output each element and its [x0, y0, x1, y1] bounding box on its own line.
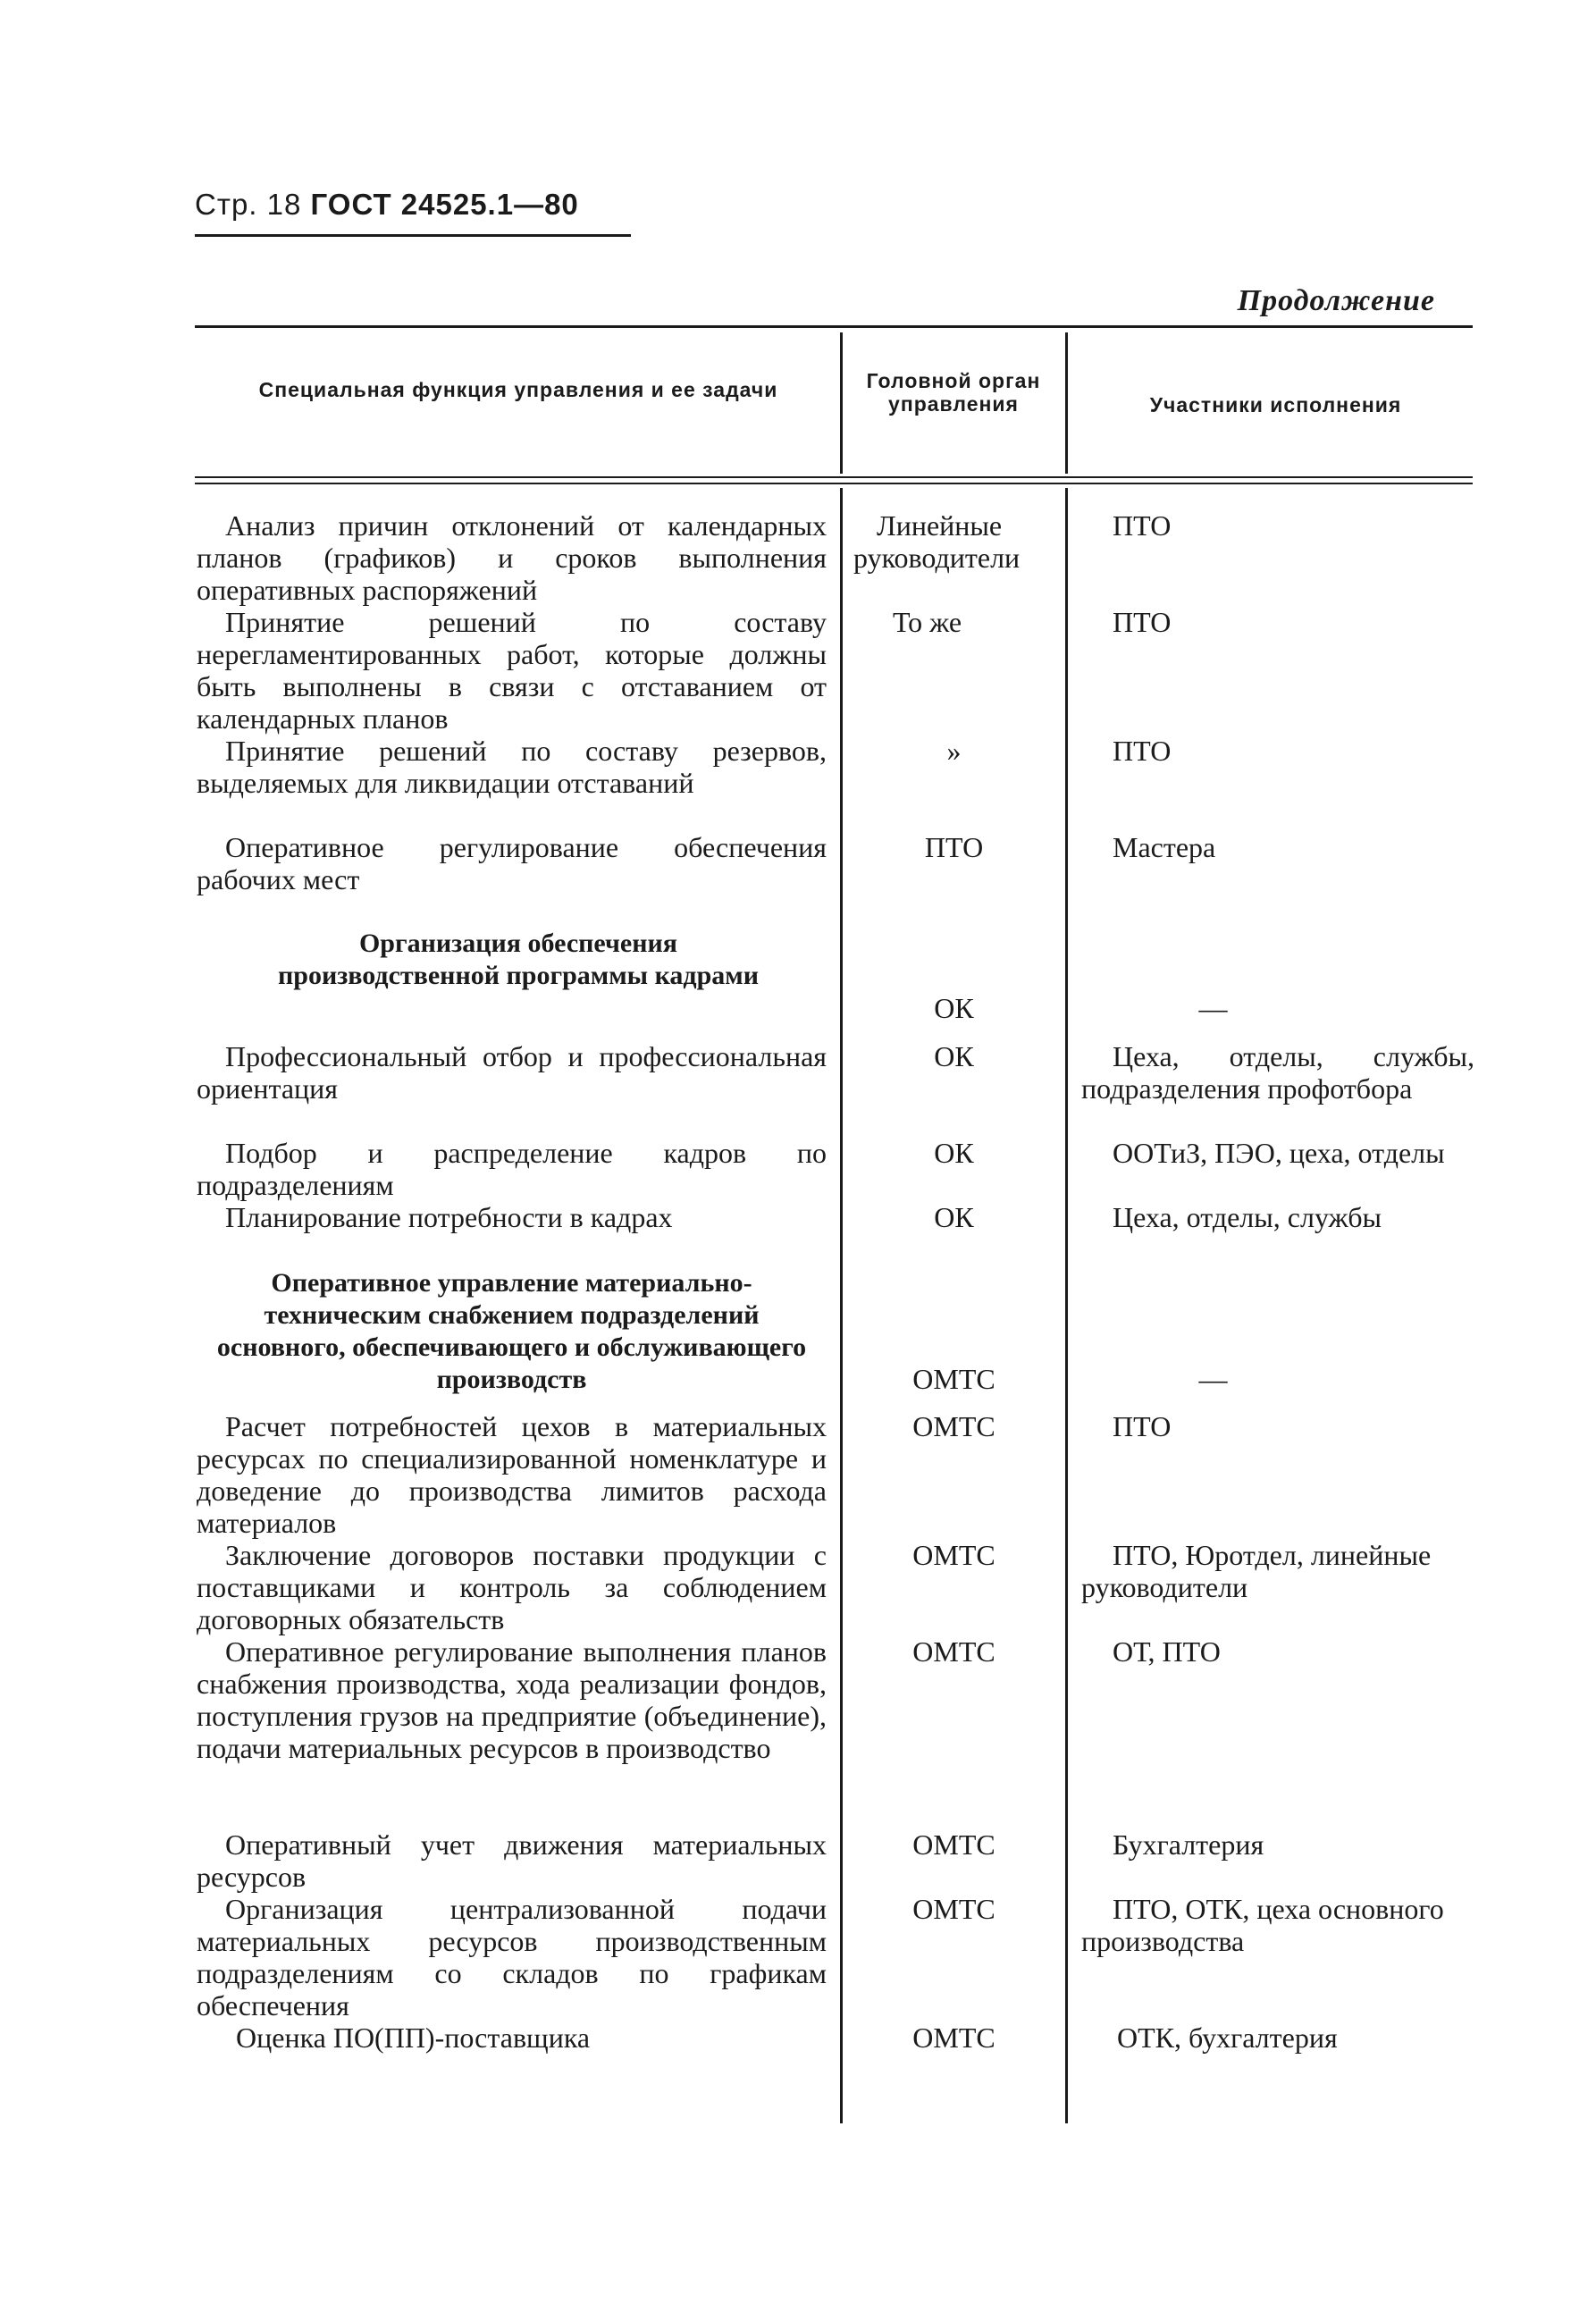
table-row-participants: ПТО: [1113, 1410, 1172, 1442]
column-divider-2: [1065, 488, 1068, 2123]
table-row-participants: —: [1198, 1363, 1228, 1395]
header-rule: [195, 234, 631, 237]
table-row-participants: ОТК, бухгалтерия: [1117, 2021, 1338, 2054]
section-heading: Оперативное управление материально-техническим снабжением подразделений основного, обеспечивающего и обслуживающего производств: [216, 1268, 807, 1394]
table-row-participants: Цеха, отделы, службы, подразделения профотбора: [1081, 1040, 1474, 1105]
table-row-lead: ОМТС: [912, 1410, 995, 1442]
table-row-participants: ООТиЗ, ПЭО, цеха, отделы: [1113, 1137, 1445, 1169]
table-row-function: Заключение договоров поставки продукции с поставщиками и контроль за соблюдением договорных обязательств: [197, 1539, 827, 1635]
table-header-rule-2: [195, 483, 1473, 484]
column-divider-1: [840, 488, 843, 2123]
table-row-participants: ПТО: [1113, 606, 1172, 638]
table-row-function: Оперативный учет движения материальных ресурсов: [197, 1828, 827, 1893]
table-row-participants: Бухгалтерия: [1113, 1828, 1264, 1861]
table-row-lead: ОМТС: [912, 1539, 995, 1571]
table-row-function: Подбор и распределение кадров по подразделениям: [197, 1137, 827, 1201]
table-row-function: Профессиональный отбор и профессиональная ориентация: [197, 1040, 827, 1105]
table-row-participants: ПТО, ОТК, цеха основного производства: [1081, 1893, 1444, 1957]
running-header: [195, 188, 579, 222]
table-row-lead: Линейные руководители: [853, 509, 1021, 574]
table-row-function: Принятие решений по составу нерегламентированных работ, которые должны быть выполнены в связи с отставанием от календарных планов: [197, 606, 827, 735]
page-label: Стр. 18: [195, 188, 302, 221]
table-row-function: Планирование потребности в кадрах: [225, 1201, 673, 1233]
table-row-lead: ОК: [934, 1040, 974, 1072]
document-code: ГОСТ 24525.1—80: [310, 188, 579, 221]
continuation-label: Продолжение: [1237, 284, 1435, 317]
table-row-participants: ОТ, ПТО: [1113, 1635, 1221, 1668]
table-row-lead: ПТО: [924, 831, 984, 863]
table-row-participants: Цеха, отделы, службы: [1113, 1201, 1382, 1233]
section-heading: Организация обеспечения производственной программы кадрами: [277, 929, 760, 990]
header-divider-1: [840, 332, 843, 474]
column-header-function: Специальная функция управления и ее задачи: [258, 378, 778, 401]
table-row-participants: ПТО, Юротдел, линейные руководители: [1081, 1539, 1432, 1603]
column-header-participants: Участники исполнения: [1149, 393, 1402, 416]
table-row-lead: ОК: [934, 1137, 974, 1169]
table-row-lead: ОК: [934, 1201, 974, 1233]
column-header-lead: Головной орган управления: [866, 369, 1041, 416]
table-row-lead: ОМТС: [912, 2021, 995, 2054]
table-row-lead: »: [946, 735, 962, 767]
table-row-function: Расчет потребностей цехов в материальных ресурсах по специализированной номенклатуре и доведение до производства лимитов расхода материалов: [197, 1410, 827, 1539]
table-row-function: Организация централизованной подачи материальных ресурсов производственным подразделениям со складов по графикам обеспечения: [197, 1893, 827, 2021]
table-row-function: Оперативное регулирование выполнения планов снабжения производства, хода реализации фондов, поступления грузов на предприятие (объединение), подачи материальных ресурсов в производство: [197, 1635, 827, 1764]
table-row-participants: ПТО: [1113, 509, 1172, 542]
table-row-lead: ОМТС: [912, 1635, 995, 1668]
table-row-lead: ОМТС: [912, 1893, 995, 1925]
table-row-lead: То же: [893, 606, 962, 638]
table-row-function: Анализ причин отклонений от календарных планов (графиков) и сроков выполнения оперативных распоряжений: [197, 509, 827, 606]
header-divider-2: [1065, 332, 1068, 474]
table-row-function: Оперативное регулирование обеспечения рабочих мест: [197, 831, 827, 895]
table-row-function: Принятие решений по составу резервов, выделяемых для ликвидации отставаний: [197, 735, 827, 799]
table-row-lead: ОМТС: [912, 1363, 995, 1395]
table-header-rule-1: [195, 476, 1473, 478]
table-top-rule: [195, 325, 1473, 328]
table-row-participants: —: [1198, 992, 1228, 1024]
table-row-participants: ПТО: [1113, 735, 1172, 767]
table-row-lead: ОМТС: [912, 1828, 995, 1861]
table-row-function: Оценка ПО(ПП)-поставщика: [236, 2021, 591, 2054]
table-row-participants: Мастера: [1113, 831, 1216, 863]
table-row-lead: ОК: [934, 992, 974, 1024]
